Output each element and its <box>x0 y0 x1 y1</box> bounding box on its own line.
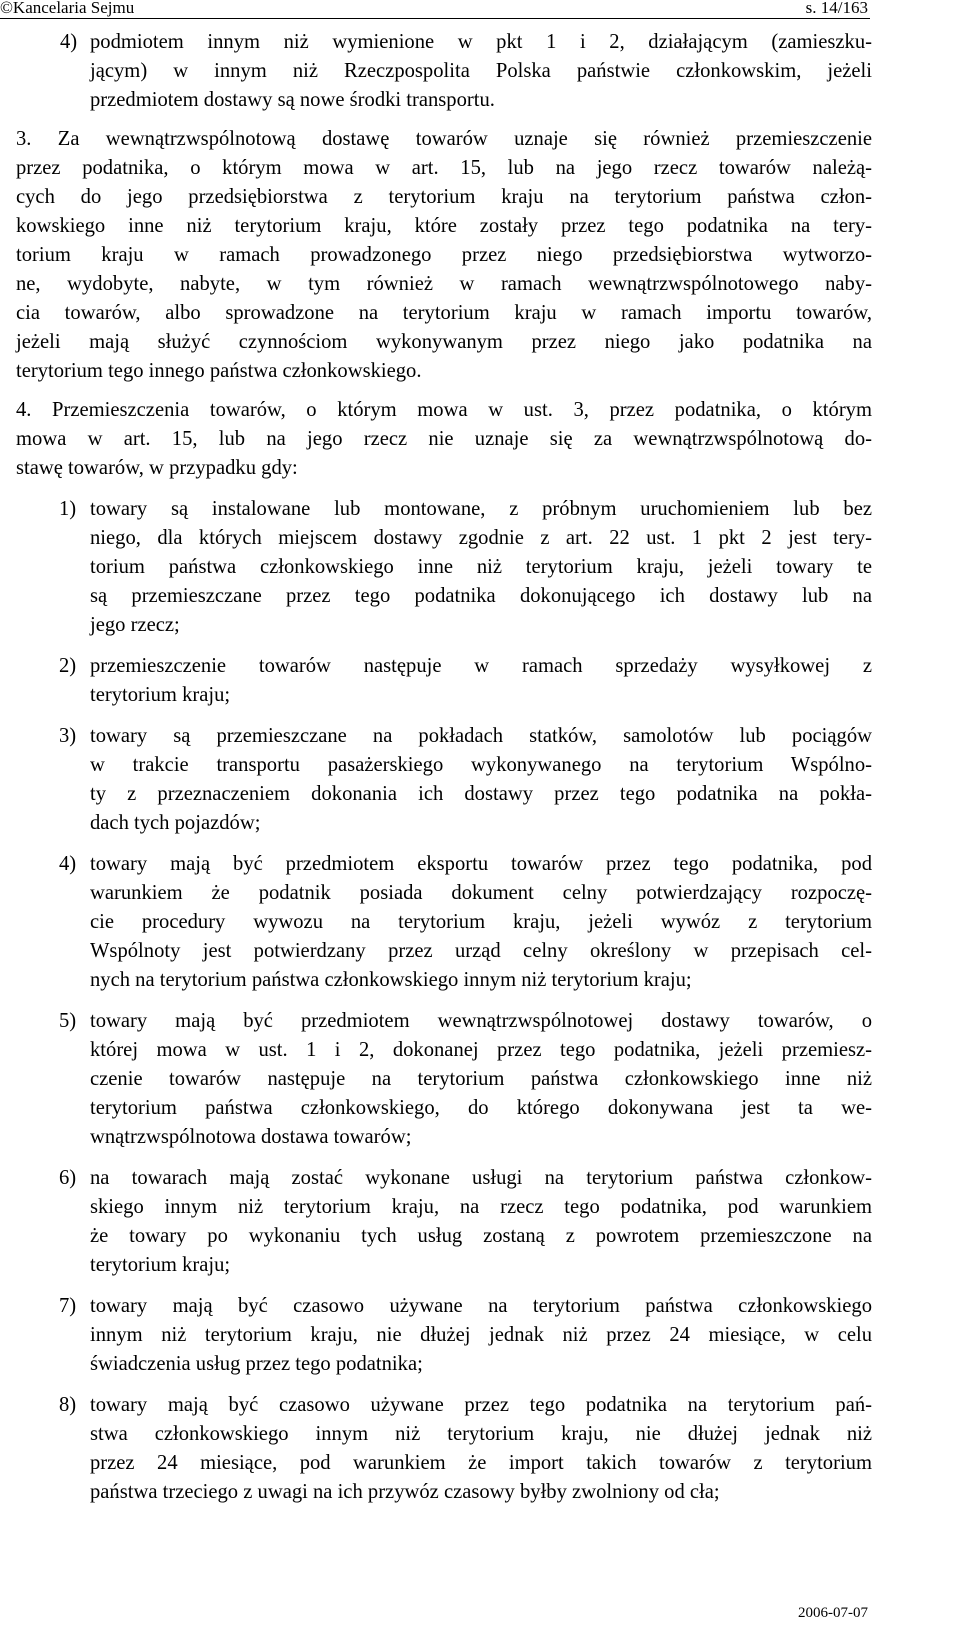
item-number: 1) <box>59 498 77 520</box>
list-item-4 <box>59 850 872 995</box>
item-number: 4) <box>60 31 78 53</box>
text-line: ne, wydobyte, nabyte, w tym również w ramach wewnątrzwspólnotowego naby- <box>16 273 872 295</box>
text-line: stwa członkowskiego innym niż terytorium kraju, nie dłużej jednak niż <box>90 1423 872 1445</box>
text-line: przemieszczenie towarów następuje w ramach sprzedaży wysyłkowej z <box>90 655 872 677</box>
text-line: przedmiotem dostawy są nowe środki transportu. <box>90 89 495 111</box>
text-line: są przemieszczane przez tego podatnika dokonującego ich dostawy lub na <box>90 585 872 607</box>
text-line: czenie towarów następuje na terytorium państwa członkowskiego inne niż <box>90 1068 872 1090</box>
item-number: 3) <box>59 725 77 747</box>
text-line: terytorium kraju; <box>90 1254 231 1276</box>
text-line: towary mają być czasowo używane na terytorium państwa członkowskiego <box>90 1295 872 1317</box>
document-body <box>0 28 960 1507</box>
text-line: na towarach mają zostać wykonane usługi na terytorium państwa członkow- <box>90 1167 872 1189</box>
text-line: stawę towarów, w przypadku gdy: <box>16 457 298 479</box>
list-item-4-top <box>60 28 872 115</box>
item-number: 5) <box>59 1010 77 1032</box>
item-number: 4) <box>59 853 77 875</box>
page-number: s. 14/163 <box>805 0 868 17</box>
text-line: przez 24 miesiące, pod warunkiem że import takich towarów z terytorium <box>90 1452 872 1474</box>
list-item-5 <box>59 1007 872 1152</box>
text-line: torium państwa członkowskiego inne niż terytorium kraju, jeżeli towary te <box>90 556 872 578</box>
list-item-2 <box>59 652 872 710</box>
section-4 <box>16 396 872 483</box>
text-line: dach tych pojazdów; <box>90 812 261 834</box>
item-number: 8) <box>59 1394 77 1416</box>
page-header <box>0 0 960 17</box>
text-line: Wspólnoty jest potwierdzany przez urząd celny określony w przepisach cel- <box>90 940 872 962</box>
text-line: że towary po wykonaniu tych usług zostaną z powrotem przemieszczone na <box>90 1225 872 1247</box>
text-line: torium kraju w ramach prowadzonego przez niego przedsiębiorstwa wytworzo- <box>16 244 872 266</box>
text-line: 4. Przemieszczenia towarów, o którym mowa w ust. 3, przez podatnika, o którym <box>16 399 872 421</box>
section-3 <box>16 125 872 386</box>
text-line: ty z przeznaczeniem dokonania ich dostawy przez tego podatnika na pokła- <box>90 783 872 805</box>
text-line: towary są przemieszczane na pokładach statków, samolotów lub pociągów <box>90 725 872 747</box>
header-divider <box>0 18 870 19</box>
text-line: jego rzecz; <box>90 614 180 636</box>
list-item-8 <box>59 1391 872 1507</box>
text-line: cych do jego przedsiębiorstwa z terytorium kraju na terytorium państwa człon- <box>16 186 872 208</box>
text-line: cia towarów, albo sprowadzone na terytorium kraju w ramach importu towarów, <box>16 302 872 324</box>
item-number: 2) <box>59 655 77 677</box>
text-line: cie procedury wywozu na terytorium kraju, jeżeli wywóz z terytorium <box>90 911 872 933</box>
text-line: podmiotem innym niż wymienione w pkt 1 i 2, działającym (zamieszku- <box>90 31 872 53</box>
text-line: świadczenia usług przez tego podatnika; <box>90 1353 423 1375</box>
text-line: towary mają być przedmiotem eksportu towarów przez tego podatnika, pod <box>90 853 872 875</box>
text-line: warunkiem że podatnik posiada dokument celny potwierdzający rozpoczę- <box>90 882 872 904</box>
text-line: terytorium państwa członkowskiego, do którego dokonywana jest ta we- <box>90 1097 872 1119</box>
text-line: kowskiego inne niż terytorium kraju, które zostały przez tego podatnika na tery- <box>16 215 872 237</box>
list-item-3 <box>59 722 872 838</box>
text-line: nych na terytorium państwa członkowskiego innym niż terytorium kraju; <box>90 969 692 991</box>
text-line: mowa w art. 15, lub na jego rzecz nie uznaje się za wewnątrzwspólnotową do- <box>16 428 872 450</box>
text-line: niego, dla których miejscem dostawy zgodnie z art. 22 ust. 1 pkt 2 jest tery- <box>90 527 872 549</box>
text-line: 3. Za wewnątrzwspólnotową dostawę towarów uznaje się również przemieszczenie <box>16 128 872 150</box>
text-line: towary są instalowane lub montowane, z próbnym uruchomieniem lub bez <box>90 498 872 520</box>
text-line: terytorium kraju; <box>90 684 231 706</box>
document-date: 2006-07-07 <box>798 1605 868 1621</box>
text-line: towary mają być czasowo używane przez tego podatnika na terytorium pań- <box>90 1394 872 1416</box>
list-item-6 <box>59 1164 872 1280</box>
item-number: 7) <box>59 1295 77 1317</box>
list-item-1 <box>59 495 872 640</box>
item-number: 6) <box>59 1167 77 1189</box>
text-line: przez podatnika, o którym mowa w art. 15, lub na jego rzecz towarów należą- <box>16 157 872 179</box>
list-item-7 <box>59 1292 872 1379</box>
text-line: państwa trzeciego z uwagi na ich przywóz czasowy byłby zwolniony od cła; <box>90 1481 720 1503</box>
text-line: innym niż terytorium kraju, nie dłużej jednak niż przez 24 miesiące, w celu <box>90 1324 872 1346</box>
copyright-label: ©Kancelaria Sejmu <box>0 0 135 17</box>
text-line: której mowa w ust. 1 i 2, dokonanej przez tego podatnika, jeżeli przemiesz- <box>90 1039 872 1061</box>
text-line: jeżeli mają służyć czynnościom wykonywanym przez niego jako podatnika na <box>16 331 872 353</box>
text-line: wnątrzwspólnotowa dostawa towarów; <box>90 1126 412 1148</box>
text-line: skiego innym niż terytorium kraju, na rzecz tego podatnika, pod warunkiem <box>90 1196 872 1218</box>
text-line: towary mają być przedmiotem wewnątrzwspólnotowej dostawy towarów, o <box>90 1010 872 1032</box>
text-line: jącym) w innym niż Rzeczpospolita Polska państwie członkowskim, jeżeli <box>90 60 872 82</box>
text-line: w trakcie transportu pasażerskiego wykonywanego na terytorium Wspólno- <box>90 754 872 776</box>
text-line: terytorium tego innego państwa członkowskiego. <box>16 360 422 382</box>
